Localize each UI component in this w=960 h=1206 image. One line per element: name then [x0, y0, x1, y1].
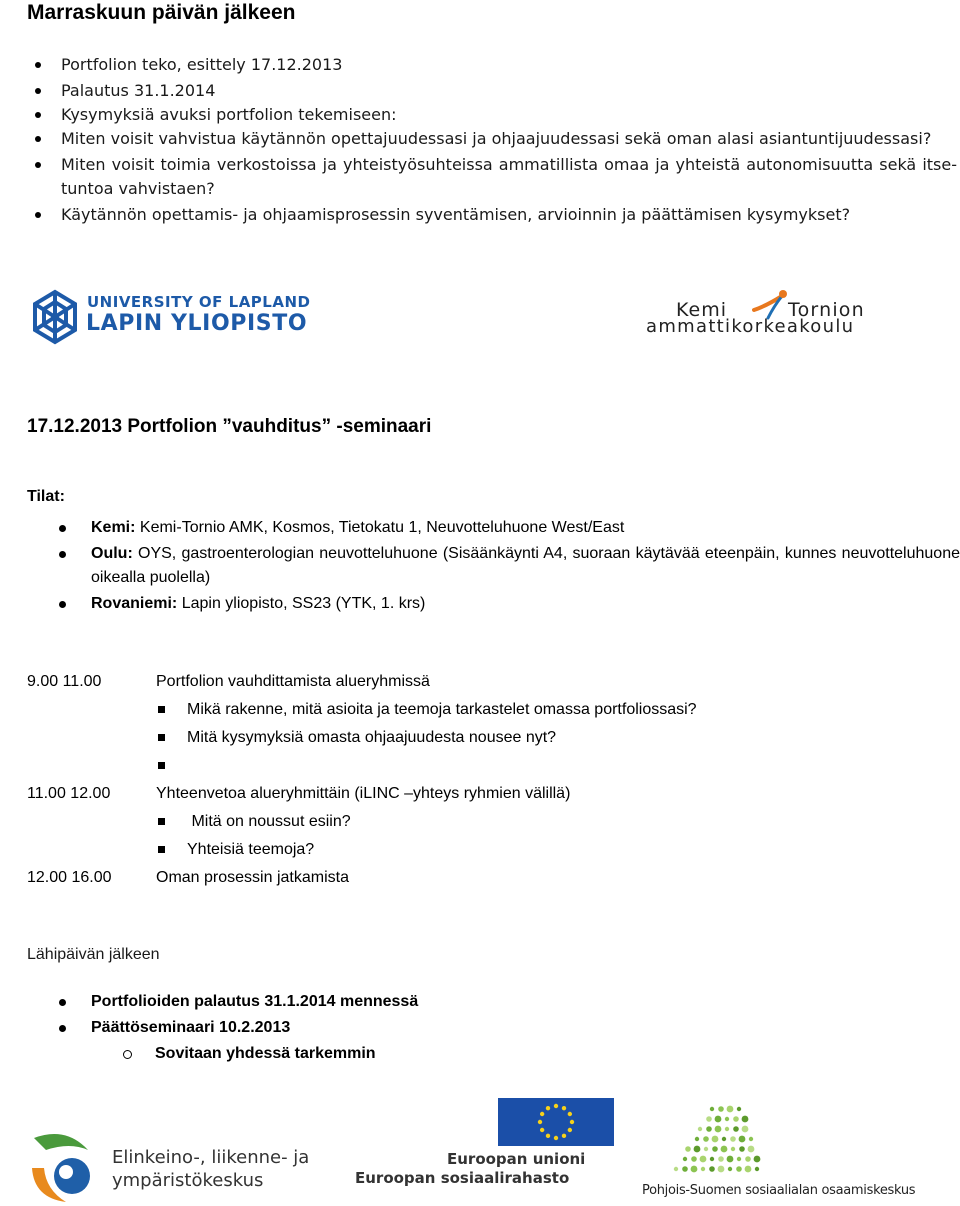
eu-esf-logo [355, 1098, 617, 1190]
ely-name-line1: Elinkeino-, liikenne- ja [112, 1147, 310, 1168]
list-item: Käytännön opettamis- ja ohjaamisprosessin syventämisen, arvioinnin ja päättämisen kysymykset? [27, 203, 957, 229]
green-dot-icon [695, 1137, 699, 1141]
square-bullet-icon [158, 706, 165, 713]
list-item: Palautus 31.1.2014 [27, 79, 957, 103]
green-dot-icon [731, 1147, 735, 1151]
green-dot-icon [712, 1146, 718, 1152]
bullet-icon [35, 162, 41, 168]
green-dot-icon [742, 1116, 749, 1123]
eu-star-icon [554, 1104, 558, 1108]
seminar-title: 17.12.2013 Portfolion ”vauhditus” -seminaari [27, 416, 432, 437]
green-dot-icon [745, 1156, 751, 1162]
schedule-row [27, 780, 957, 808]
list-item: Miten voisit toimia verkostoissa ja yhteistyösuhteissa ammatillista omaa ja yhteistä autonomisuutta sekä itse-tuntoa vahvistaen? [27, 153, 957, 203]
green-dot-icon [718, 1166, 725, 1173]
lapland-name-fi: LAPIN YLIOPISTO [86, 311, 308, 336]
schedule-time: 12.00 16.00 [27, 869, 112, 886]
green-dot-icon [685, 1146, 691, 1152]
green-dot-icon [725, 1127, 729, 1131]
after-heading: Lähipäivän jälkeen [27, 946, 160, 963]
ely-name-line2: ympäristökeskus [112, 1170, 264, 1191]
schedule-time: 11.00 12.00 [27, 785, 111, 802]
eu-star-icon [568, 1128, 572, 1132]
schedule-time: 9.00 11.00 [27, 673, 102, 690]
green-dot-icon [754, 1156, 761, 1163]
green-dot-icon [727, 1156, 734, 1163]
green-dot-icon [691, 1156, 697, 1162]
eu-star-icon [540, 1128, 544, 1132]
schedule-subitem: Yhteisiä teemoja? [27, 836, 957, 864]
green-dot-icon [683, 1157, 687, 1161]
green-dot-icon [739, 1146, 745, 1152]
green-dot-icon [725, 1117, 729, 1121]
eu-star-icon [546, 1106, 550, 1110]
eu-star-icon [568, 1112, 572, 1116]
pohjois-suomen-logo [642, 1103, 958, 1203]
schedule-text: Portfolion vauhdittamista alueryhmissä [156, 673, 430, 690]
bullet-icon [35, 112, 41, 118]
schedule-subitem-empty [27, 752, 957, 780]
green-dot-icon [733, 1116, 739, 1122]
green-dot-icon [709, 1166, 715, 1172]
green-dot-icon [701, 1167, 705, 1171]
list-item: Kysymyksiä avuksi portfolion tekemiseen: [27, 103, 957, 127]
kemi-tornio-amk-logo [644, 288, 914, 338]
green-dot-icon [718, 1106, 724, 1112]
green-dot-icon [715, 1116, 722, 1123]
tornion-word: Tornion [788, 299, 865, 321]
green-dot-icon [733, 1126, 739, 1132]
bullet-icon [35, 62, 41, 68]
green-dot-icon [749, 1137, 753, 1141]
dots-emblem-icon [652, 1103, 762, 1183]
ely-emblem-icon [26, 1128, 102, 1204]
bullet-icon [35, 212, 41, 218]
pohjois-name: Pohjois-Suomen sosiaalialan osaamiskeskus [642, 1183, 916, 1198]
eu-star-icon [562, 1106, 566, 1110]
eu-star-icon [570, 1120, 574, 1124]
ely-keskus-logo [26, 1128, 316, 1204]
square-bullet-icon [158, 734, 165, 741]
green-dot-icon [706, 1116, 712, 1122]
eu-star-icon [554, 1136, 558, 1140]
bullet-icon [59, 1025, 66, 1032]
after-list [27, 990, 960, 1068]
green-dot-icon [704, 1147, 708, 1151]
ammattikorkeakoulu-word: ammattikorkeakoulu [646, 316, 855, 337]
green-dot-icon [682, 1166, 688, 1172]
snowflake-icon [27, 288, 83, 346]
bullet-icon [59, 999, 66, 1006]
green-dot-icon [748, 1146, 755, 1153]
page-title: Marraskuun päivän jälkeen [27, 1, 296, 24]
lapland-name-en: UNIVERSITY OF LAPLAND [87, 293, 311, 311]
eu-star-icon [538, 1120, 542, 1124]
green-dot-icon [730, 1136, 736, 1142]
eu-star-icon [546, 1134, 550, 1138]
bullet-icon [35, 136, 41, 142]
green-dot-icon [694, 1146, 701, 1153]
locations-list [27, 516, 960, 618]
green-dot-icon [745, 1166, 752, 1173]
list-item: Rovaniemi: Lapin yliopisto, SS23 (YTK, 1. krs) [27, 592, 960, 616]
green-dot-icon [710, 1107, 714, 1111]
eu-flag-icon [498, 1098, 614, 1146]
list-item: Kemi: Kemi-Tornio AMK, Kosmos, Tietokatu 1, Neuvotteluhuone West/East [27, 516, 960, 540]
green-dot-icon [700, 1156, 707, 1163]
bullet-icon [35, 88, 41, 94]
schedule-subitem: Mikä rakenne, mitä asioita ja teemoja tarkastelet omassa portfoliossasi? [27, 696, 957, 724]
university-of-lapland-logo [27, 288, 311, 348]
green-dot-icon [691, 1166, 698, 1173]
schedule-subitem: Mitä on noussut esiin? [27, 808, 957, 836]
schedule-text: Oman prosessin jatkamista [156, 869, 349, 886]
green-dot-icon [698, 1127, 702, 1131]
green-dot-icon [737, 1157, 741, 1161]
green-dot-icon [727, 1106, 734, 1113]
top-bullet-list [27, 53, 957, 229]
esf-text: Euroopan sosiaalirahasto [355, 1169, 570, 1187]
list-subitem: Sovitaan yhdessä tarkemmin [27, 1042, 960, 1066]
green-dot-icon [739, 1136, 746, 1143]
bullet-icon [59, 525, 66, 532]
green-dot-icon [722, 1137, 726, 1141]
green-dot-icon [703, 1136, 709, 1142]
bullet-icon [59, 551, 66, 558]
list-item: Portfolioiden palautus 31.1.2014 mennessä [27, 990, 960, 1014]
green-dot-icon [736, 1166, 742, 1172]
green-dot-icon [755, 1167, 759, 1171]
eu-star-icon [562, 1134, 566, 1138]
square-bullet-icon [158, 846, 165, 853]
tilat-label: Tilat: [27, 488, 65, 505]
green-dot-icon [710, 1157, 714, 1161]
list-item: Miten voisit vahvistua käytännön opettajuudessasi ja ohjaajuudessasi sekä oman alasi asiantuntijuudessasi? [27, 127, 957, 153]
list-item: Portfolion teko, esittely 17.12.2013 [27, 53, 957, 79]
schedule [27, 668, 957, 892]
schedule-text: Yhteenvetoa alueryhmittäin (iLINC –yhteys ryhmien välillä) [156, 785, 571, 802]
green-dot-icon [742, 1126, 749, 1133]
green-dot-icon [674, 1167, 678, 1171]
green-dot-icon [728, 1167, 732, 1171]
eu-star-icon [540, 1112, 544, 1116]
schedule-subitem: Mitä kysymyksiä omasta ohjaajuudesta nousee nyt? [27, 724, 957, 752]
green-dot-icon [712, 1136, 719, 1143]
schedule-row [27, 668, 957, 696]
green-dot-icon [737, 1107, 741, 1111]
green-dot-icon [706, 1126, 712, 1132]
green-dot-icon [721, 1146, 728, 1153]
green-dot-icon [715, 1126, 722, 1133]
eu-union-text: Euroopan unioni [447, 1150, 586, 1168]
bullet-icon [59, 601, 66, 608]
circle-bullet-icon [123, 1050, 132, 1059]
green-dot-icon [718, 1156, 724, 1162]
kemi-word: Kemi [676, 299, 727, 321]
list-item: Päättöseminaari 10.2.2013 [27, 1016, 960, 1040]
square-bullet-icon [158, 818, 165, 825]
square-bullet-icon [158, 762, 165, 769]
list-item: Oulu: OYS, gastroenterologian neuvotteluhuone (Sisäänkäynti A4, suoraan käytävää eteenpäin, kunnes neuvotteluhuone oikealla puolella) [27, 542, 960, 590]
schedule-row [27, 864, 957, 892]
